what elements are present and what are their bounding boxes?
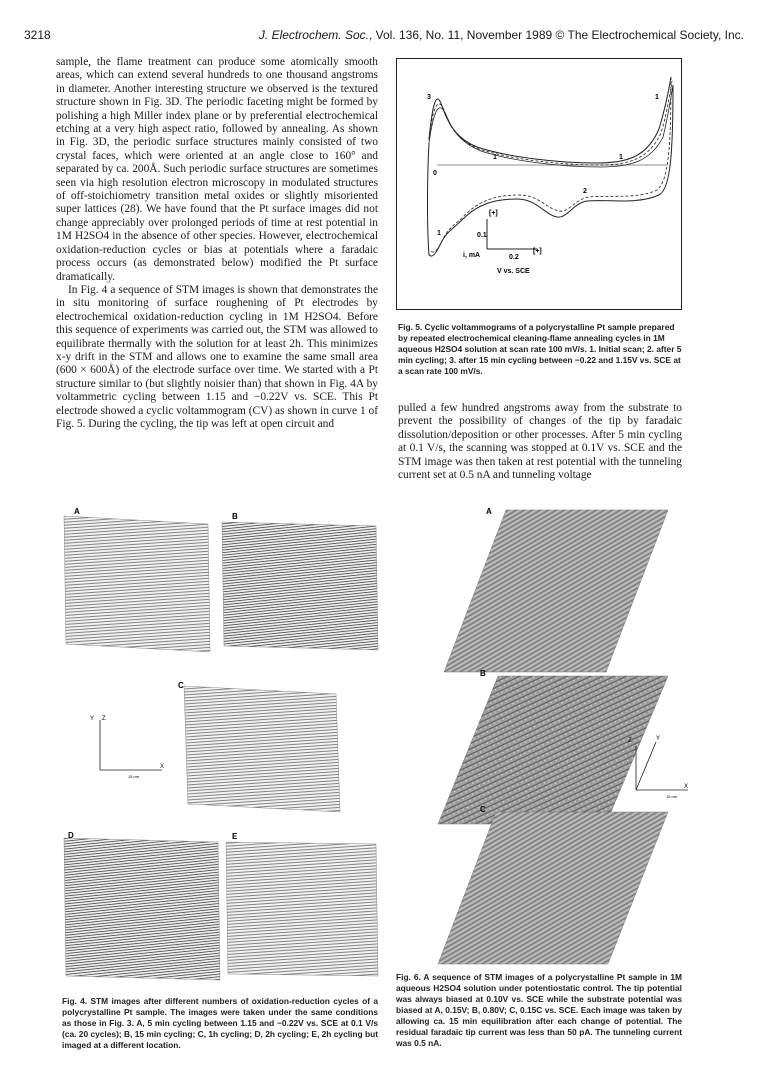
cv-curve-3 [429,85,673,167]
fig4-axes [88,714,168,784]
figure-5-caption: Fig. 5. Cyclic voltammograms of a polycrystalline Pt sample prepared by repeated electrochemical cleaning-flame annealing cycles in 1M aqueous H2SO4 solution at scan rate 100 mV/s. 1. Initial scan; 2. after 5 min cycling; 3. after 15 min cycling between −0.22 and 1.15V vs. SCE at a scan rate 100 mV/s. [398,322,682,376]
paragraph: sample, the flame treatment can produce some atomically smooth areas, which can extend several hundreds to one thousand angstroms in diameter. Another interesting structure we observed is the textured structure shown in Fig. 3D. The periodic faceting might be formed by polishing a high Miller index plane or by preferential electrochemical etching at a very high aspect ratio, followed by annealing. As shown in Fig. 3D, the periodic surface structures mainly consisted of two crystal faces, which were oriented at an angle close to 160° and separated by ca. 200Å. Such periodic surface structures are sometimes seen via high resolution electron microscopy in modulated structures of off-stoichiometry transition metal oxides or slightly misoriented super lattices (28). We have found that the Pt surface images did not change appreciably over prolonged periods of time at rest potential in 1M H2SO4 in the absence of other species. However, electrochemical oxidation-reduction cycles or bias at potentials where a faradaic process occurs (as demonstrated below) modified the Pt surface dramatically. [56,56,378,283]
fig6-panel-c [436,800,676,968]
svg-text:X: X [160,764,165,770]
cv-curve-2 [429,81,672,165]
fig6-axes [622,732,692,802]
journal-volume: , Vol. 136, No. 11, November 1989 © The Electrochemical Society, Inc. [368,28,744,42]
cyclic-voltammogram-plot [397,59,681,309]
fig4-panel-c [176,676,346,816]
fig6-panel-a [436,500,676,676]
curve-label-1: 1 [493,154,497,161]
panel-label: B [232,512,238,521]
paragraph: pulled a few hundred angstroms away from the substrate to prevent the possibility of changes of the tip by faradaic dissolution/deposition or other processes. After 5 min cycling at 0.1 V/s, the scanning was stopped at 0.1V vs. SCE and the STM image was then taken at rest potential with the tunneling current set at 0.5 nA and tunneling voltage [398,402,682,482]
y-axis-label: i, mA [463,252,481,259]
curve-label-3: 3 [427,94,431,101]
svg-text:Y: Y [90,716,95,722]
left-column-text [56,56,378,431]
svg-text:15 nm: 15 nm [128,774,140,779]
curve-label-1-top: 1 [655,94,659,101]
figure-5 [396,58,682,310]
cv-curve-1 [429,77,671,163]
x-plus-label: [+] [533,248,542,255]
panel-label: A [486,507,492,516]
running-header [24,28,744,46]
y-plus-label: [+] [489,210,498,217]
svg-text:Z: Z [102,716,106,722]
svg-text:X: X [684,784,689,790]
svg-text:Z: Z [628,738,632,744]
fig4-panel-e [222,830,382,980]
curve-label-1-lower: 1 [437,230,441,237]
paragraph: In Fig. 4 a sequence of STM images is shown that demonstrates the in situ monitoring of surface roughening of Pt electrodes by electrochemical oxidation-reduction cycling in 1M H2SO4. Before this sequence of experiments was carried out, the STM was allowed to equilibrate thermally with the solution for at least 2h. This minimizes x-y drift in the STM and allows one to examine the same small area (600 × 600Å) of the electrode surface over time. We started with a Pt structure similar to (but slightly noisier than) that shown in Fig. 4A by voltammetric cycling between 1.15 and −0.22V vs. SCE. This Pt electrode showed a cyclic voltammogram (CV) as shown in curve 1 of Fig. 5. During the cycling, the tip was left at open circuit and [56,283,378,430]
fig4-panel-a [60,506,220,654]
panel-label: D [68,831,74,840]
panel-label: C [178,681,184,690]
svg-text:Y: Y [656,736,661,742]
cv-curve-lower-1 [428,85,674,256]
figure-6-caption: Fig. 6. A sequence of STM images of a polycrystalline Pt sample in 1M aqueous H2SO4 solution under potentiostatic control. The tip potential was always biased at 0.10V vs. SCE while the substrate potential was biased at A, 0.15V; B, 0.80V; C, 0.15C vs. SCE. Each image was taken by allowing ca. 15 min equilibration after each change of potential. The residual faradaic tip current was less than 50 pA. The tunneling current was 0.5 nA. [396,972,682,1048]
journal-citation [259,28,744,42]
right-column-text [398,402,682,482]
panel-label: B [480,669,486,678]
panel-label: A [74,507,80,516]
curve-label-2: 2 [583,188,587,195]
fig4-panel-b [218,510,382,654]
page-number: 3218 [24,28,51,42]
curve-label-1-right: 1 [619,154,623,161]
y-scale-value: 0.1 [477,232,487,239]
x-scale-value: 0.2 [509,254,519,261]
fig4-panel-d [60,830,224,984]
zero-label: 0 [433,170,437,177]
svg-text:15 nm: 15 nm [666,794,678,799]
panel-label: E [232,832,238,841]
x-axis-label: V vs. SCE [497,268,530,275]
journal-name: J. Electrochem. Soc. [258,28,369,42]
panel-label: C [480,805,486,814]
figure-4-caption: Fig. 4. STM images after different numbers of oxidation-reduction cycles of a polycrystalline Pt sample. The images were taken under the same conditions as those in Fig. 3. A, 5 min cycling between 1.15 and −0.22V vs. SCE at 0.1 V/s (ca. 20 cycles); B, 15 min cycling; C, 1h cycling; D, 2h cycling; E, 2h cycling but imaged at a different location. [62,996,378,1050]
